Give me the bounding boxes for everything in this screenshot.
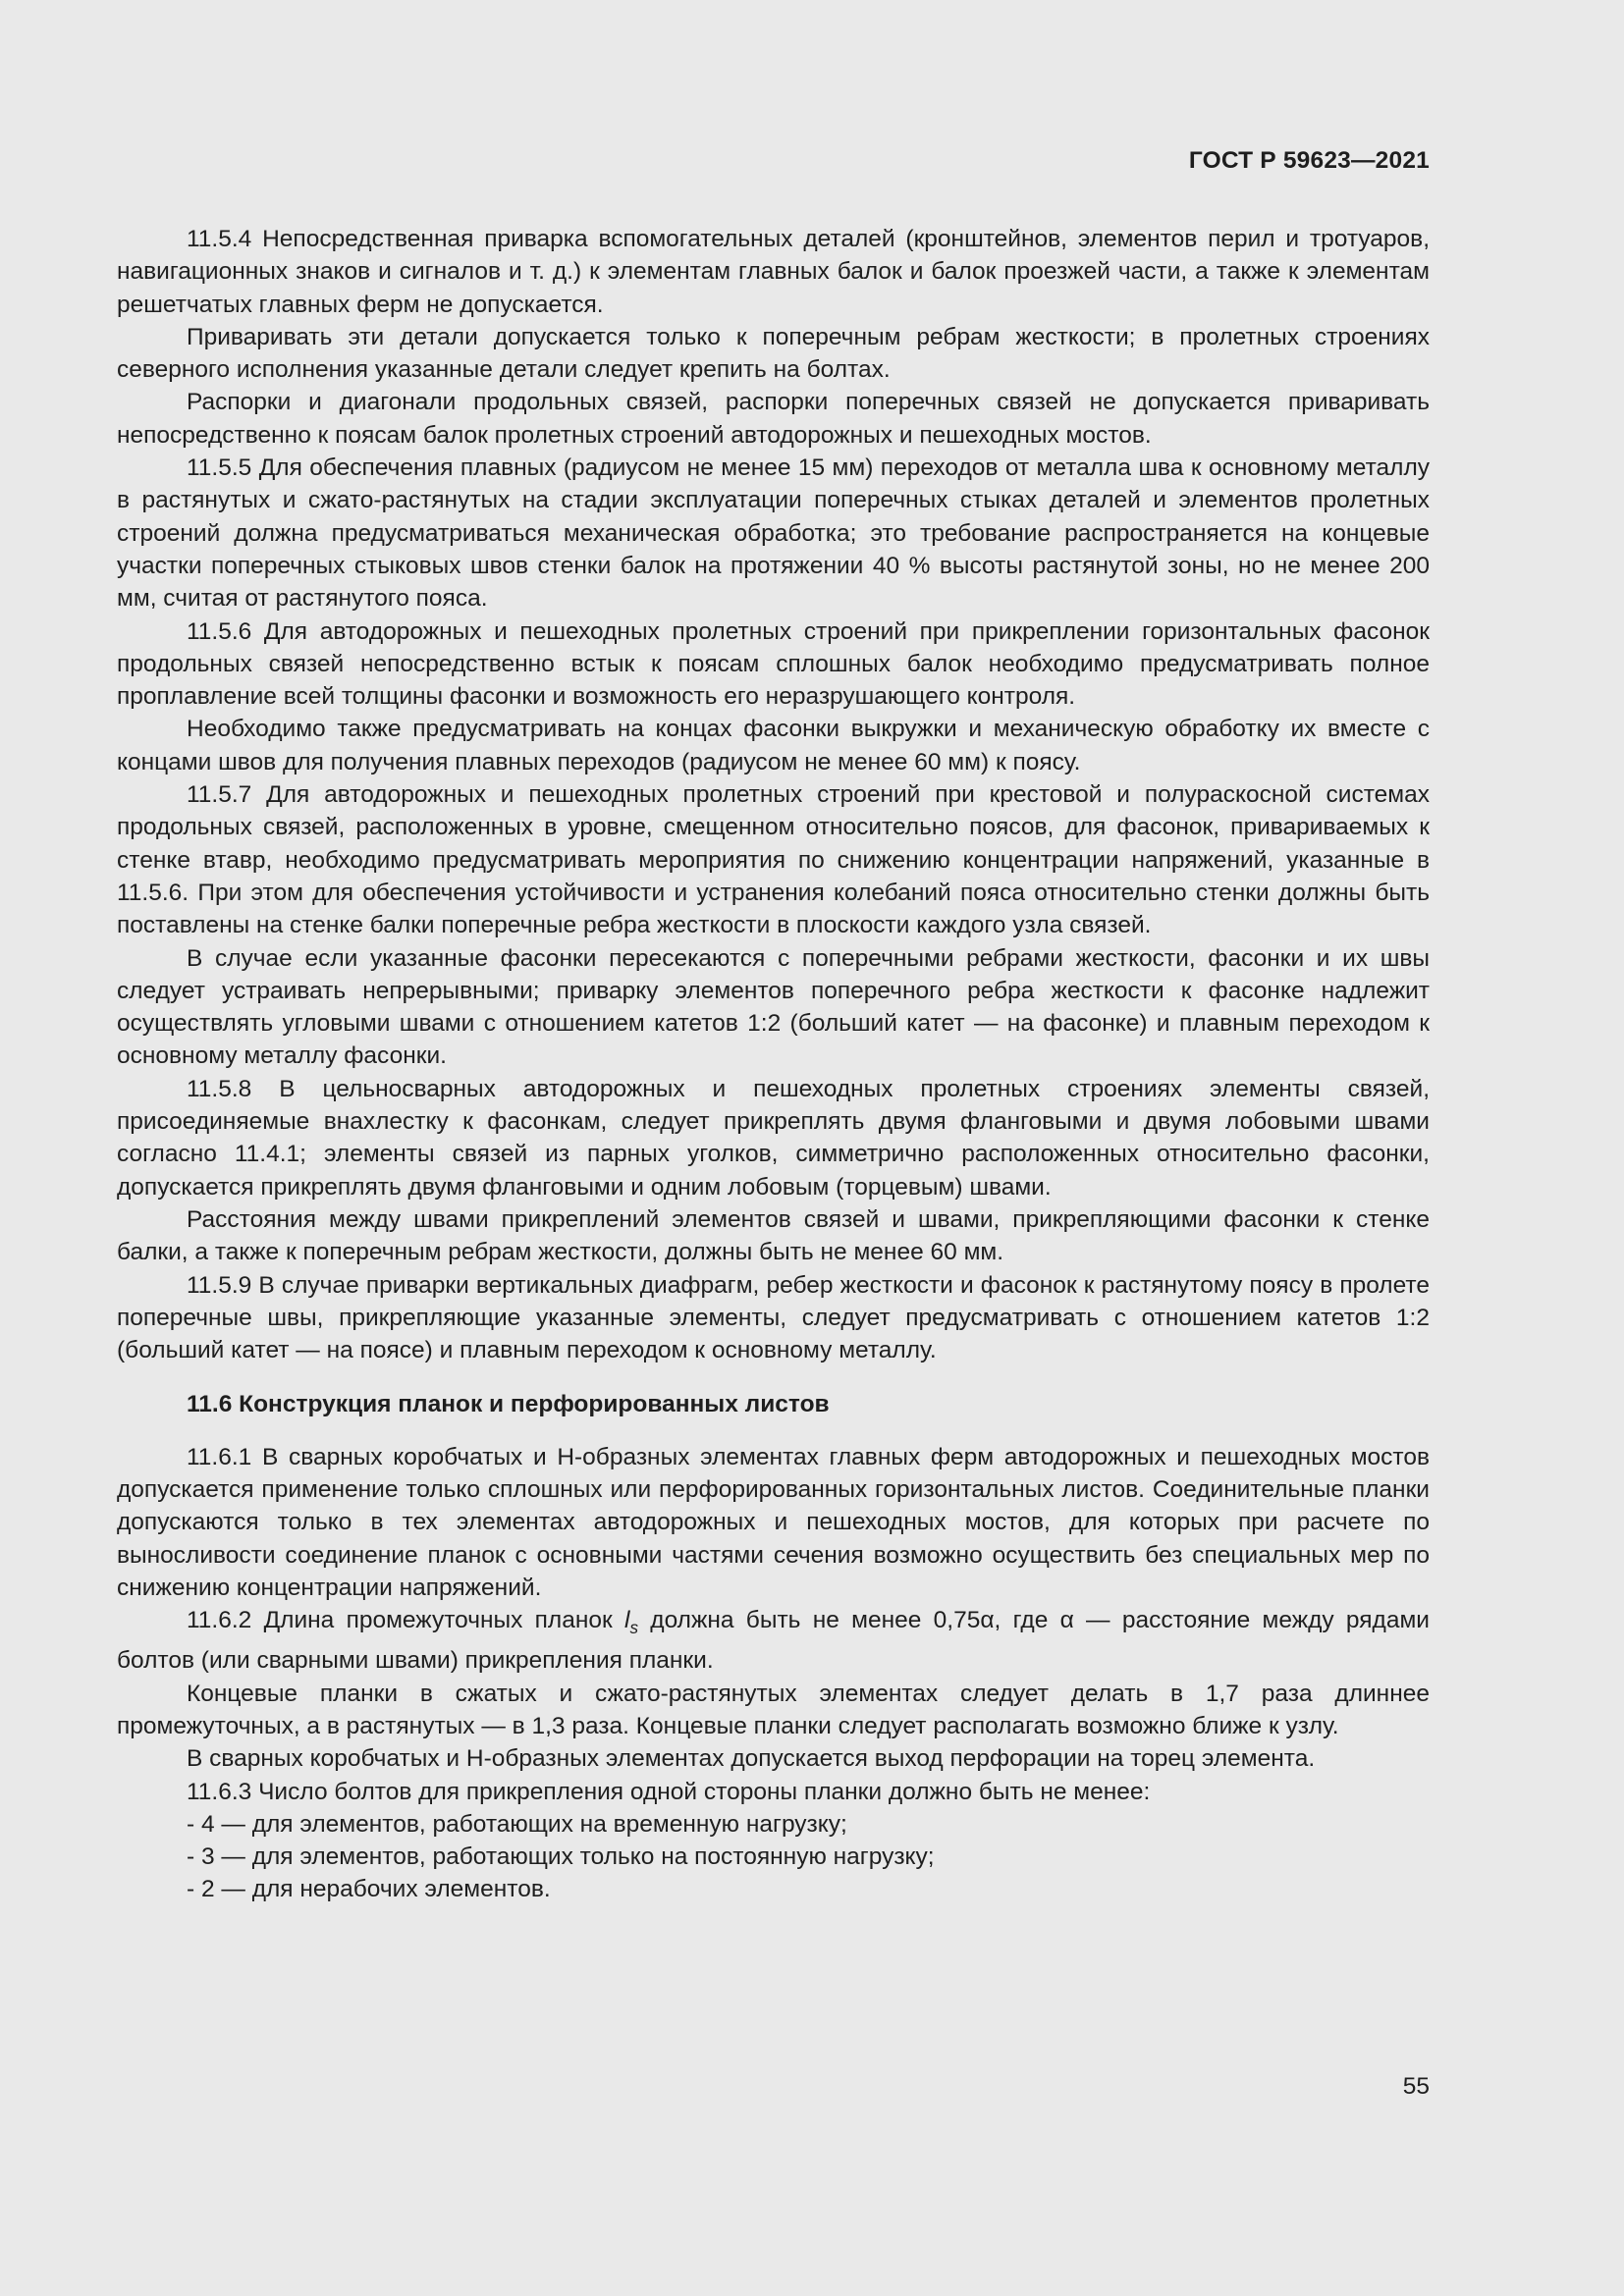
paragraph-11-6-2 — [117, 1604, 1430, 1677]
paragraph: Приваривать эти детали допускается только к поперечным ребрам жесткости; в пролетных строениях северного исполнения указанные детали следует крепить на болтах. — [117, 323, 1430, 384]
list-item: - 3 — для элементов, работающих только на постоянную нагрузку; — [187, 1843, 935, 1871]
paragraph: 11.5.4 Непосредственная приварка вспомогательных деталей (кронштейнов, элементов перил и тротуаров, навигационных знаков и сигналов и т. д.) к элементам главных балок и балок проезжей части, а также к элементам решетчатых главных ферм не допускается. — [117, 226, 1430, 318]
paragraph: Необходимо также предусматривать на концах фасонки выкружки и механическую обработку их вместе с концами швов для получения плавных переходов (радиусом не менее 60 мм) к поясу. — [117, 716, 1430, 775]
paragraph: 11.6.3 Число болтов для прикрепления одной стороны планки должно быть не менее: — [187, 1778, 1151, 1805]
text-after-var: должна быть не менее 0,75α, где α — расстояние между рядами болтов (или сварными швами) прикрепления планки. — [117, 1607, 1430, 1675]
list-item: - 2 — для нерабочих элементов. — [187, 1876, 551, 1903]
text-before-var: 11.6.2 Длина промежуточных планок — [187, 1607, 624, 1634]
paragraph: 11.6.1 В сварных коробчатых и Н-образных элементах главных ферм автодорожных и пешеходных мостов допускается применение только сплошных или перфорированных горизонтальных листов. Соединительные планки допускаются только в тех элементах автодорожных и пешеходных мостов, для которых при расчете по выносливости соединение планок с основными частями сечения возможно осуществить без специальных мер по снижению концентрации напряжений. — [117, 1443, 1430, 1601]
paragraph: 11.5.9 В случае приварки вертикальных диафрагм, ребер жесткости и фасонок к растянутому поясу в пролете поперечные швы, прикрепляющие указанные элементы, следует предусматривать с отношением катетов 1:2 (больший катет — на поясе) и плавным переходом к основному металлу. — [117, 1271, 1430, 1364]
document-body — [117, 223, 1430, 1906]
section-heading: 11.6 Конструкция планок и перфорированных листов — [187, 1391, 830, 1418]
paragraph: 11.5.7 Для автодорожных и пешеходных пролетных строений при крестовой и полураскосной системах продольных связей, расположенных в уровне, смещенном относительно поясов, для фасонок, привариваемых к стенке втавр, необходимо предусматривать мероприятия по снижению концентрации напряжений, указанные в 11.5.6. При этом для обеспечения устойчивости и устранения колебаний пояса относительно стенки должны быть поставлены на стенке балки поперечные ребра жесткости в плоскости каждого узла связей. — [117, 781, 1430, 939]
document-header: ГОСТ Р 59623—2021 — [1188, 147, 1430, 174]
paragraph: В случае если указанные фасонки пересекаются с поперечными ребрами жесткости, фасонки и их швы следует устраивать непрерывными; приварку элементов поперечного ребра жесткости к фасонке надлежит осуществлять угловыми швами с отношением катетов 1:2 (больший катет — на фасонке) и плавным переходом к основному металлу фасонки. — [117, 944, 1430, 1070]
list-item: - 4 — для элементов, работающих на временную нагрузку; — [187, 1810, 847, 1838]
paragraph: Расстояния между швами прикреплений элементов связей и швами, прикрепляющими фасонки к стенке балки, а также к поперечным ребрам жесткости, должны быть не менее 60 мм. — [117, 1205, 1430, 1266]
paragraph: Распорки и диагонали продольных связей, распорки поперечных связей не допускается приваривать непосредственно к поясам балок пролетных строений автодорожных и пешеходных мостов. — [117, 389, 1430, 449]
paragraph: 11.5.6 Для автодорожных и пешеходных пролетных строений при прикреплении горизонтальных фасонок продольных связей непосредственно встык к поясам сплошных балок необходимо предусматривать полное проплавление всей толщины фасонки и возможность его неразрушающего контроля. — [117, 617, 1430, 711]
paragraph: 11.5.5 Для обеспечения плавных (радиусом не менее 15 мм) переходов от металла шва к основному металлу в растянутых и сжато-растянутых на стадии эксплуатации поперечных стыках деталей и элементов пролетных строений должна предусматриваться механическая обработка; это требование распространяется на концевые участки поперечных стыковых швов стенки балок на протяжении 40 % высоты растянутой зоны, но не менее 200 мм, считая от растянутого пояса. — [117, 454, 1430, 613]
paragraph: 11.5.8 В цельносварных автодорожных и пешеходных пролетных строениях элементы связей, присоединяемые внахлестку к фасонкам, следует прикреплять двумя фланговыми и двумя лобовыми швами согласно 11.4.1; элементы связей из парных уголков, симметрично расположенных относительно фасонки, допускается прикреплять двумя фланговыми и одним лобовым (торцевым) швами. — [117, 1075, 1430, 1201]
paragraph: Концевые планки в сжатых и сжато-растянутых элементах следует делать в 1,7 раза длиннее промежуточных, а в растянутых — в 1,3 раза. Концевые планки следует располагать возможно ближе к узлу. — [117, 1680, 1430, 1739]
variable-ls: $l_s$ — [624, 1607, 639, 1638]
page-number: 55 — [1402, 2073, 1430, 2100]
paragraph: В сварных коробчатых и Н-образных элементах допускается выход перфорации на торец элемента. — [187, 1745, 1316, 1773]
